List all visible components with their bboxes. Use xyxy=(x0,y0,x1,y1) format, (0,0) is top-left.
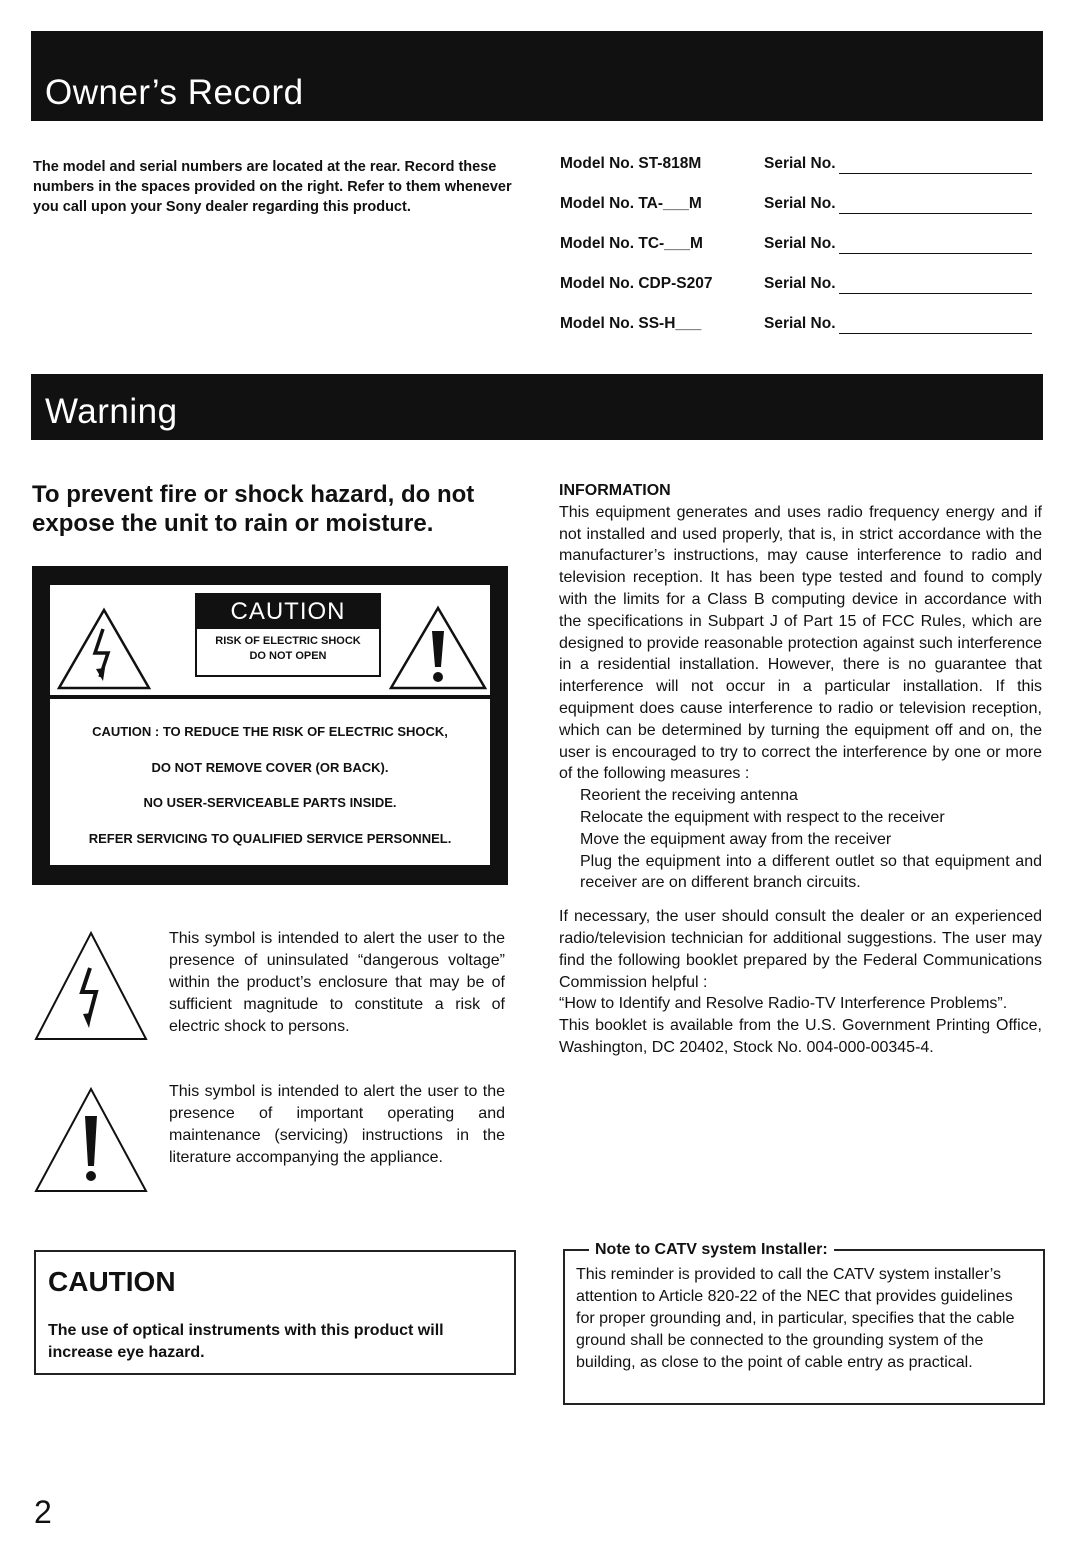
symbol-explanation-instructions xyxy=(33,1081,513,1201)
symbol2-description: This symbol is intended to alert the user to the presence of important operating and maintenance (servicing) instructions in the literature accompanying the appliance. xyxy=(169,1083,505,1166)
measure-item: Reorient the receiving antenna xyxy=(580,787,798,805)
eye-hazard-caution xyxy=(34,1250,516,1375)
owners-record-intro: The model and serial numbers are located at the rear. Record these numbers in the spaces provided on the right. Refer to them whenever you call upon your Sony dealer regarding this product. xyxy=(33,159,512,215)
serial-field[interactable] xyxy=(839,253,1032,254)
caution-text-panel xyxy=(50,699,490,865)
serial-label: Serial No. xyxy=(764,195,836,212)
warning-headline: To prevent fire or shock hazard, do not expose the unit to rain or moisture. xyxy=(32,481,475,537)
caution-label-sub2: DO NOT OPEN xyxy=(249,650,327,662)
catv-note-box xyxy=(563,1241,1045,1405)
serial-label: Serial No. xyxy=(764,155,836,172)
record-row xyxy=(560,235,1040,275)
symbol-explanation-shock xyxy=(33,928,513,1068)
measure-item: Move the equipment away from the receiver xyxy=(580,830,892,848)
record-row xyxy=(560,195,1040,235)
caution-line: CAUTION : TO REDUCE THE RISK OF ELECTRIC SHOCK, xyxy=(92,724,448,739)
warning-header xyxy=(31,374,1043,440)
caution-label-sub1: RISK OF ELECTRIC SHOCK xyxy=(215,635,361,647)
serial-field[interactable] xyxy=(839,173,1032,174)
measure-item: Relocate the equipment with respect to the receiver xyxy=(580,808,945,826)
record-table xyxy=(560,155,1040,355)
record-row xyxy=(560,275,1040,315)
fcc-information xyxy=(559,480,1042,1059)
serial-field[interactable] xyxy=(839,333,1032,334)
serial-field[interactable] xyxy=(839,293,1032,294)
record-row xyxy=(560,155,1040,195)
catv-note-text: This reminder is provided to call the CATV system installer’s attention to Article 820-22 of the NEC that provides guidelines for proper grounding and, in particular, specifies that the cable ground shall be connected to the grounding system of the building, as close to the point of cable entry as practical. xyxy=(576,1266,1015,1371)
caution-line: NO USER-SERVICEABLE PARTS INSIDE. xyxy=(143,795,397,810)
information-body: This equipment generates and uses radio frequency energy and if not installed and used properly, that is, in strict accordance with the manufacturer’s instructions, may cause interference to radio and television reception. It has been type tested and found to comply with the limits for a Class B computing device in accordance with the specifications in Subpart J of Part 15 of FCC Rules, which are designed to provide reasonable protection against such interference in a residential installation. However, there is no guarantee that interference will not occur in a particular installation. If this equipment does cause interference to radio or television reception, which can be determined by turning the equipment off and on, the user is encouraged to try to correct the interference by one or more of the following measures : xyxy=(559,503,1042,783)
caution-label xyxy=(195,593,381,677)
eye-caution-text: The use of optical instruments with this product will increase eye hazard. xyxy=(48,1322,444,1361)
caution-line: REFER SERVICING TO QUALIFIED SERVICE PERSONNEL. xyxy=(88,830,452,846)
caution-line: DO NOT REMOVE COVER (OR BACK). xyxy=(151,759,389,775)
warning-title: Warning xyxy=(45,392,178,431)
model-number: Model No. ST-818M xyxy=(560,155,702,172)
serial-label: Serial No. xyxy=(764,235,836,252)
serial-label: Serial No. xyxy=(764,275,836,292)
lightning-warning-icon xyxy=(33,930,149,1042)
catv-note-title: Note to CATV system Installer: xyxy=(589,1241,834,1259)
caution-symbol-panel xyxy=(50,585,490,695)
model-number: Model No. CDP-S207 xyxy=(560,275,713,292)
information-body3: This booklet is available from the U.S. Government Printing Office, Washington, DC 20402, Stock No. 004-000-00345-4. xyxy=(559,1017,1042,1056)
measures-list xyxy=(580,785,1042,894)
page-number: 2 xyxy=(34,1494,52,1530)
eye-caution-title: CAUTION xyxy=(48,1266,176,1297)
information-body2: If necessary, the user should consult the dealer or an experienced radio/television technician for additional suggestions. The user may find the following booklet prepared by the Federal Communications Commission helpful : xyxy=(559,908,1042,991)
measure-item: Plug the equipment into a different outlet so that equipment and receiver are on different branch circuits. xyxy=(580,852,1042,892)
lightning-warning-icon xyxy=(56,607,152,691)
information-title: INFORMATION xyxy=(559,482,671,499)
exclamation-warning-icon xyxy=(33,1086,149,1196)
owners-record-header xyxy=(31,31,1043,121)
owners-record-title: Owner’s Record xyxy=(45,73,304,112)
booklet-title: “How to Identify and Resolve Radio-TV Interference Problems”. xyxy=(559,995,1008,1013)
exclamation-warning-icon xyxy=(388,605,488,691)
model-number: Model No. TA-___M xyxy=(560,195,702,212)
symbol1-description: This symbol is intended to alert the user to the presence of uninsulated “dangerous voltage” within the product’s enclosure that may be of sufficient magnitude to constitute a risk of electric shock to persons. xyxy=(169,930,505,1035)
serial-field[interactable] xyxy=(839,213,1032,214)
caution-label-heading: CAUTION xyxy=(197,595,379,629)
serial-label: Serial No. xyxy=(764,315,836,332)
model-number: Model No. SS-H___ xyxy=(560,315,702,332)
record-row xyxy=(560,315,1040,355)
caution-label-box xyxy=(32,566,508,885)
model-number: Model No. TC-___M xyxy=(560,235,703,252)
